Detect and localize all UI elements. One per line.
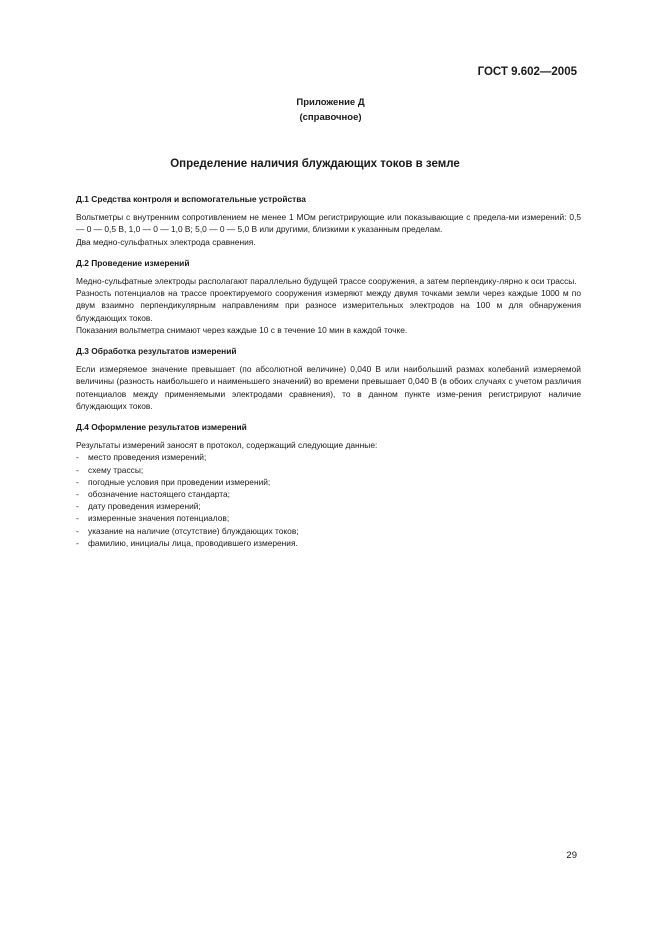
paragraph: Вольтметры с внутренним сопротивлением не менее 1 МОм регистрирующие или показывающие с предела-ми измерений: 0,5 — 0 — 0,5 В, 1,0 — 0 — 1,0 В; 5,0 — 0 — 5,0 В или другими, близкими к указанным пределам.	[76, 212, 581, 235]
paragraph: Показания вольтметра снимают через каждые 10 с в течение 10 мин в каждой точке.	[76, 324, 408, 335]
page-number: 29	[566, 850, 577, 861]
standard-number: ГОСТ 9.602—2005	[477, 66, 577, 78]
list-marker: -	[76, 537, 79, 548]
paragraph: Разность потенциалов на трассе проектируемого сооружения измеряют между двумя точками земли через каждые 1000 м по двум взаимно перпендикулярным направлениям при разносе измерительных электродов на 100 м для обнаружения блуждающих токов.	[76, 288, 581, 323]
annex-note: (справочное)	[299, 112, 362, 123]
list-marker: -	[76, 489, 79, 500]
list-marker: -	[76, 476, 79, 487]
section-d4	[76, 421, 581, 549]
annex-title: Приложение Д	[296, 97, 365, 108]
paragraph: Результаты измерений заносят в протокол, содержащий следующие данные:	[76, 440, 378, 451]
annex-block	[0, 95, 661, 125]
paragraph: Если измеряемое значение превышает (по абсолютной величине) 0,040 В или наибольший размах колебаний измеряемой величины (разность наибольшего и наименьшего значений) во времени превышает 0,040 В (в обоих случаях с учетом различия потенциалов между применяемыми электродами сравнения), то в данном пункте изме-рения регистрируют наличие блуждающих токов.	[76, 364, 581, 411]
list-item: - схему трассы;	[76, 464, 144, 475]
list-marker: -	[76, 525, 79, 536]
section-d2	[76, 257, 581, 336]
section-heading: Д.1 Средства контроля и вспомогательные устройства	[76, 194, 306, 204]
list-marker: -	[76, 501, 79, 512]
paragraph: Медно-сульфатные электроды располагают параллельно будущей трассе сооружения, а затем перпендику-лярно к оси трассы.	[76, 276, 577, 287]
list-item: - обозначение настоящего стандарта;	[76, 489, 230, 500]
document-body	[76, 193, 581, 558]
list-item: - измеренные значения потенциалов;	[76, 513, 230, 524]
list-item: - указание на наличие (отсутствие) блуждающих токов;	[76, 525, 299, 536]
section-heading: Д.2 Проведение измерений	[76, 257, 190, 268]
list-item: - фамилию, инициалы лица, проводившего измерения.	[76, 537, 298, 548]
list-item: - погодные условия при проведении измерений;	[76, 476, 271, 487]
section-heading: Д.3 Обработка результатов измерений	[76, 346, 237, 357]
list-marker: -	[76, 464, 79, 475]
list-item: - место проведения измерений;	[76, 452, 207, 463]
protocol-data-list	[76, 451, 581, 549]
document-title: Определение наличия блуждающих токов в земле	[170, 158, 460, 170]
section-d3	[76, 345, 581, 412]
list-marker: -	[76, 452, 79, 463]
section-heading: Д.4 Оформление результатов измерений	[76, 422, 247, 433]
paragraph: Два медно-сульфатных электрода сравнения.	[76, 236, 256, 247]
list-marker: -	[76, 513, 79, 524]
list-item: - дату проведения измерений;	[76, 501, 201, 512]
section-d1	[76, 193, 581, 248]
